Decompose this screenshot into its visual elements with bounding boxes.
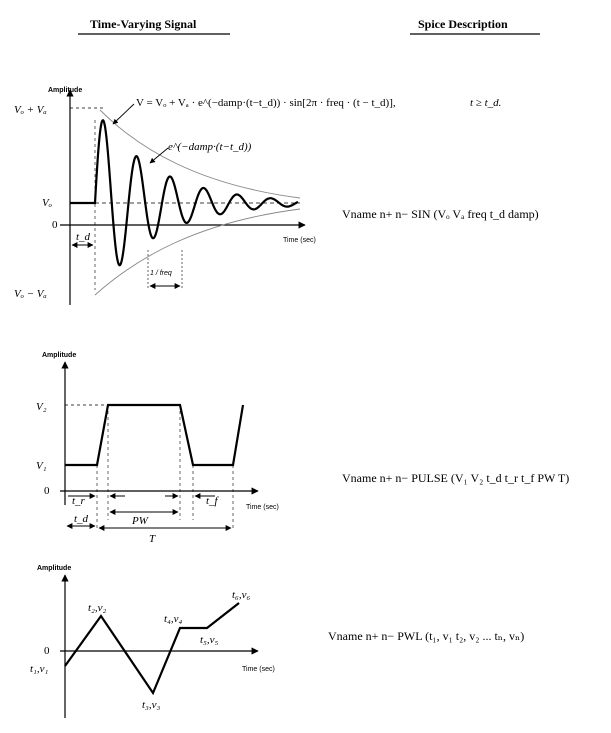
pulse-time-label: Time (sec) (246, 504, 279, 511)
pwl-point-4: t₄,v₄ (164, 613, 183, 625)
sin-td-label: t_d (76, 231, 91, 243)
pulse-v2: V₂ (36, 401, 47, 413)
pulse-panel (36, 352, 569, 545)
sin-vo-plus-va: Vₒ + Vₐ (14, 104, 47, 116)
pwl-zero: 0 (44, 645, 50, 657)
pulse-tr-label: t_r (72, 495, 85, 507)
pwl-point-5: t₅,v₅ (200, 634, 219, 646)
pwl-point-6: t₆,v₆ (232, 589, 251, 601)
sin-period-label: 1 / freq (150, 270, 172, 277)
pwl-point-3: t₃,v₃ (142, 699, 161, 711)
pwl-amplitude-label: Amplitude (37, 565, 72, 572)
pulse-tf-label: t_f (206, 495, 218, 507)
pwl-panel (30, 565, 524, 718)
pulse-period-label: T (149, 533, 156, 545)
pwl-spice-description: Vname n+ n− PWL (t₁, v₁ t₂, v₂ ... tₙ, vₙ) (328, 629, 525, 643)
sin-formula-arrow (113, 104, 134, 124)
sin-amplitude-label: Amplitude (48, 87, 83, 94)
pulse-pw-label: PW (132, 515, 148, 527)
sin-spice-description: Vname n+ n− SIN (Vₒ Vₐ freq t_d damp) (342, 207, 539, 221)
pulse-td-label: t_d (74, 513, 89, 525)
header-left: Time-Varying Signal (90, 17, 197, 31)
header-right: Spice Description (418, 17, 508, 31)
sin-vo-minus-va: Vₒ − Vₐ (14, 288, 47, 300)
sin-time-label: Time (sec) (283, 237, 316, 244)
sin-condition: t ≥ t_d. (470, 97, 502, 109)
sin-panel (14, 87, 539, 305)
pwl-point-2: t₂,v₂ (88, 602, 107, 614)
sin-zero: 0 (52, 219, 58, 231)
pulse-zero: 0 (44, 485, 50, 497)
pwl-point-1: t₁,v₁ (30, 663, 49, 675)
pulse-spice-description: Vname n+ n− PULSE (V₁ V₂ t_d t_r t_f PW T) (342, 471, 570, 485)
pulse-v1: V₁ (36, 460, 47, 472)
sin-vo: Vₒ (42, 197, 52, 209)
pwl-waveform (65, 603, 239, 693)
pwl-time-label: Time (sec) (242, 666, 275, 673)
pulse-amplitude-label: Amplitude (42, 352, 77, 359)
sin-envelope-label: e^(−damp·(t−t_d)) (168, 141, 252, 153)
pulse-waveform (65, 405, 243, 465)
sin-formula: V = Vₒ + Vₐ · e^(−damp·(t−t_d)) · sin[2π · freq · (t − t_d)], (136, 97, 396, 109)
